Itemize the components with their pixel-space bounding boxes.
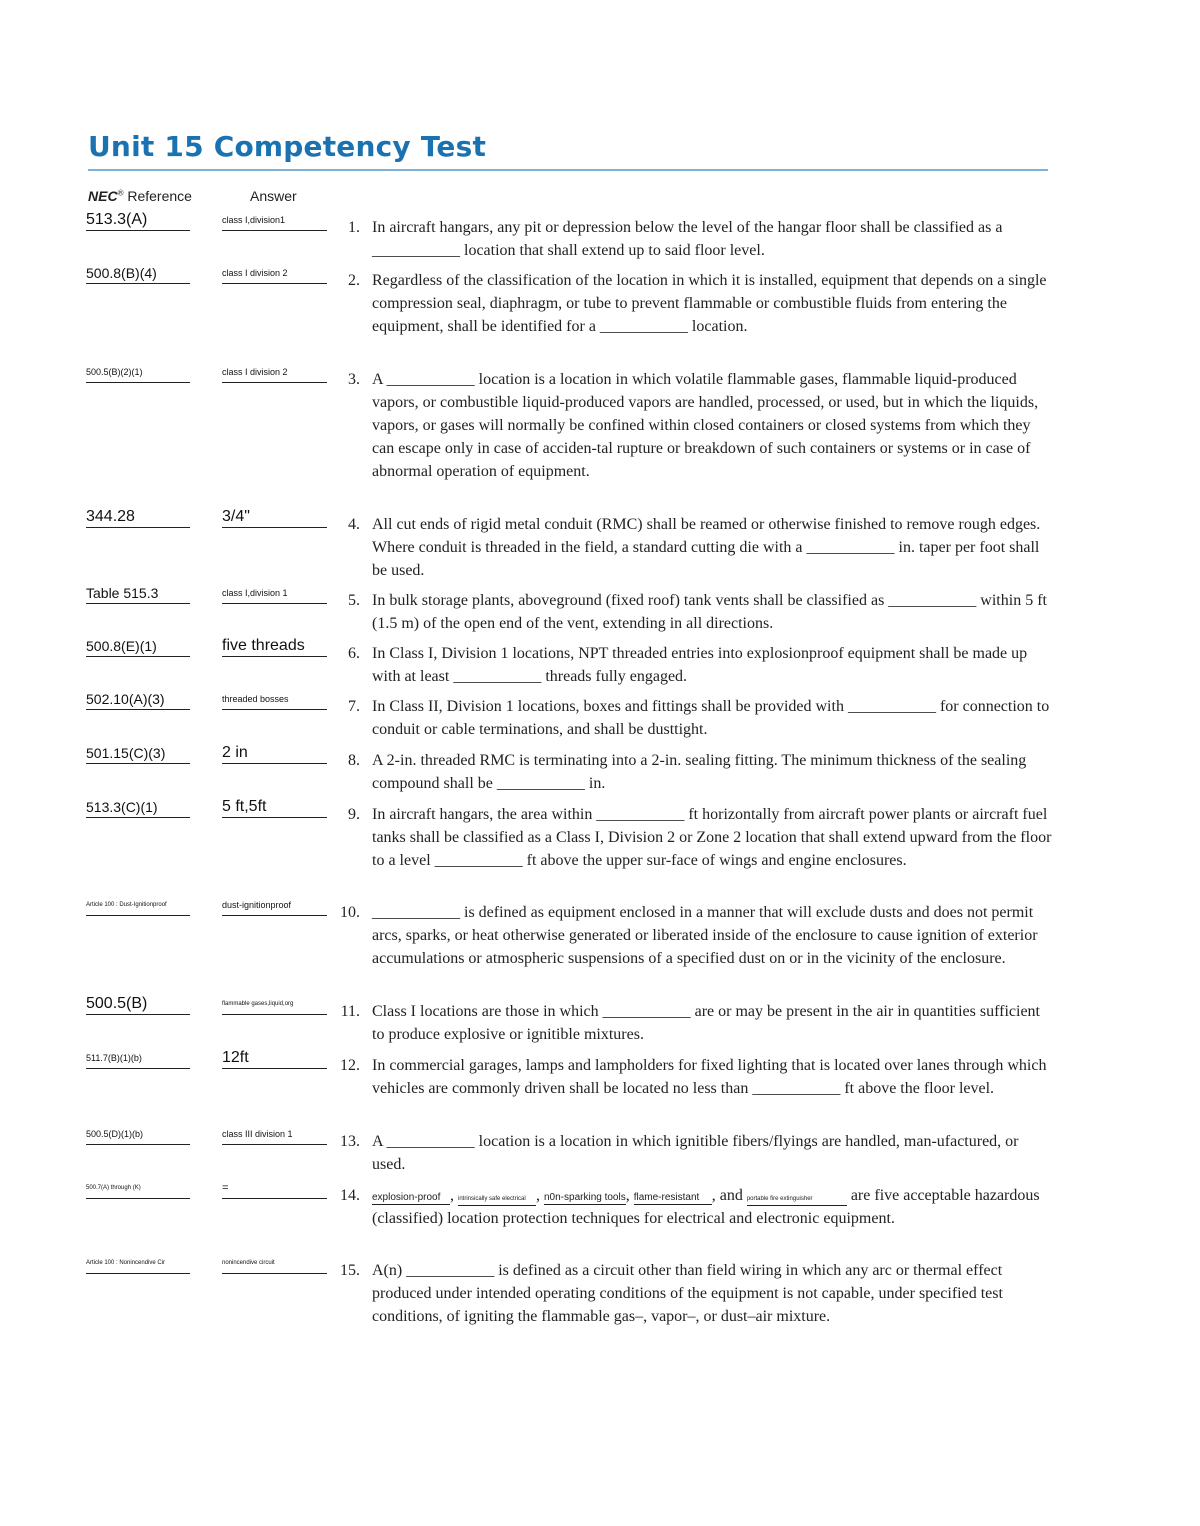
title-divider: [88, 169, 1048, 171]
question-number: 1.: [348, 219, 360, 236]
question-text: [372, 1184, 1052, 1230]
answer-field[interactable]: 5 ft,5ft: [222, 797, 327, 818]
answer-field[interactable]: 2 in: [222, 743, 327, 764]
answer-field[interactable]: class I division 2: [222, 362, 327, 383]
question-text-after: are five acceptable hazardous (classified) location protection techniques for electrical and electronic equipment.: [372, 1187, 1040, 1227]
question-number: 8.: [348, 752, 360, 769]
question-number: 12.: [340, 1057, 360, 1074]
separator: , and: [711, 1187, 743, 1204]
question-number: 14.: [340, 1187, 360, 1204]
question-text: In bulk storage plants, aboveground (fixed roof) tank vents shall be classified as ___________ within 5 ft (1.5 m) of the open end of the vent, extending in all directions.: [372, 592, 1047, 632]
answer-field[interactable]: nonincendive circuit: [222, 1253, 327, 1274]
reference-field[interactable]: 513.3(C)(1): [86, 797, 190, 818]
answer-field[interactable]: class III division 1: [222, 1124, 327, 1145]
reference-field[interactable]: 500.8(E)(1): [86, 636, 190, 657]
separator: ,: [536, 1187, 540, 1204]
question-text: A 2-in. threaded RMC is terminating into a 2-in. sealing fitting. The minimum thickness of the sealing compound shall be ___________ in.: [372, 752, 1027, 792]
registered-mark: ®: [117, 188, 124, 198]
question-number: 15.: [340, 1262, 360, 1279]
question-number: 10.: [340, 904, 360, 921]
question-number: 13.: [340, 1133, 360, 1150]
reference-field[interactable]: 513.3(A): [86, 210, 190, 231]
reference-field[interactable]: Table 515.3: [86, 583, 190, 604]
answer-blank[interactable]: portable fire extinguisher: [747, 1193, 847, 1206]
reference-field[interactable]: 502.10(A)(3): [86, 689, 190, 710]
question-text: In Class I, Division 1 locations, NPT threaded entries into explosionproof equipment shall be made up with at least ___________ threads fully engaged.: [372, 645, 1028, 685]
answer-field[interactable]: 12ft: [222, 1048, 327, 1069]
page-title: Unit 15 Competency Test: [88, 130, 487, 163]
question-number: 9.: [348, 806, 360, 823]
answer-field[interactable]: flammable gases,liquid,org: [222, 994, 327, 1015]
nec-reference-header: [88, 188, 192, 204]
question-text: Regardless of the classification of the location in which it is installed, equipment that depends on a single compression seal, diaphragm, or tube to prevent flammable or combustible fluids from entering the equipment, shall be identified for a ___________ location.: [372, 272, 1047, 335]
answer-field[interactable]: five threads: [222, 636, 327, 657]
question-number: 5.: [348, 592, 360, 609]
question-text: Class I locations are those in which ___________ are or may be present in the air in quantities sufficient to produce explosive or ignitible mixtures.: [372, 1003, 1040, 1043]
question-text: In aircraft hangars, the area within ___________ ft horizontally from aircraft power plants or aircraft fuel tanks shall be classified as a Class I, Division 2 or Zone 2 location that shall extend upward from the floor to a level ___________ ft above the upper sur-face of wings and engine enclosures.: [372, 806, 1052, 869]
answer-field[interactable]: class I division 2: [222, 263, 327, 284]
reference-field[interactable]: 501.15(C)(3): [86, 743, 190, 764]
question-text: A ___________ location is a location in which volatile flammable gases, flammable liquid-produced vapors, or combustible liquid-produced vapors are handled, processed, or used, but in which the liquids, vapors, or gases will normally be confined within closed containers or closed systems from which they can escape only in case of acciden-tal rupture or breakdown of such containers or systems or in case of abnormal operation of equipment.: [372, 371, 1039, 480]
answer-field[interactable]: class I,division1: [222, 210, 327, 231]
question-text: In commercial garages, lamps and lampholders for fixed lighting that is located over lanes through which vehicles are commonly driven shall be located no less than ___________ ft above the floor level.: [372, 1057, 1047, 1097]
reference-field[interactable]: 500.5(B)(2)(1): [86, 362, 190, 383]
nec-label: NEC: [88, 188, 118, 204]
question-number: 6.: [348, 645, 360, 662]
question-text: A(n) ___________ is defined as a circuit other than field wiring in which any arc or thermal effect produced under intended operating conditions of the equipment is not capable, under specified test conditions, of igniting the flammable gas–, vapor–, or dust–air mixture.: [372, 1262, 1003, 1325]
question-text: All cut ends of rigid metal conduit (RMC) shall be reamed or otherwise finished to remove rough edges. Where conduit is threaded in the field, a standard cutting die with a ___________ in. taper per foot shall be used.: [372, 516, 1041, 579]
answer-field[interactable]: 3/4": [222, 507, 327, 528]
answer-field[interactable]: dust-ignitionproof: [222, 895, 327, 916]
question-number: 2.: [348, 272, 360, 289]
answer-blank[interactable]: intrinsically safe electrical: [458, 1193, 536, 1206]
question-number: 7.: [348, 698, 360, 715]
reference-field[interactable]: Article 100 : Nonincendive Cir: [86, 1253, 190, 1274]
answer-blank[interactable]: n0n-sparking tools: [544, 1192, 626, 1203]
answer-field[interactable]: class I,division 1: [222, 583, 327, 604]
question-text: A ___________ location is a location in which ignitible fibers/flyings are handled, man-ufactured, or used.: [372, 1133, 1019, 1173]
answer-header: Answer: [250, 188, 297, 204]
question-text: ___________ is defined as equipment enclosed in a manner that will exclude dusts and does not permit arcs, sparks, or heat otherwise generated or liberated inside of the enclosure to cause ignition of exterior accumulations or atmospheric suspensions of a specified dust on or in the vicinity of the enclosure.: [372, 904, 1038, 967]
answer-blank[interactable]: flame-resistant: [634, 1192, 712, 1205]
answer-blank[interactable]: explosion-proof: [372, 1192, 450, 1205]
reference-field[interactable]: 500.5(D)(1)(b): [86, 1124, 190, 1145]
reference-label: Reference: [123, 188, 192, 204]
reference-field[interactable]: 511.7(B)(1)(b): [86, 1048, 190, 1069]
question-text: In Class II, Division 1 locations, boxes and fittings shall be provided with ___________ for connection to conduit or cable terminations, and shall be dusttight.: [372, 698, 1050, 738]
question-number: 11.: [340, 1003, 360, 1020]
answer-field[interactable]: threaded bosses: [222, 689, 327, 710]
answer-field[interactable]: =: [222, 1178, 327, 1199]
reference-field[interactable]: 344.28: [86, 507, 190, 528]
reference-field[interactable]: 500.5(B): [86, 994, 190, 1015]
separator: ,: [450, 1187, 454, 1204]
question-number: 3.: [348, 371, 360, 388]
reference-field[interactable]: Article 100 : Dust-Ignitionproof: [86, 895, 190, 916]
reference-field[interactable]: 500.8(B)(4): [86, 263, 190, 284]
question-number: 4.: [348, 516, 360, 533]
question-text: In aircraft hangars, any pit or depression below the level of the hangar floor shall be classified as a ___________ location that shall extend up to said floor level.: [372, 219, 1003, 259]
reference-field[interactable]: 500.7(A) through (K): [86, 1178, 190, 1199]
separator: ,: [625, 1187, 630, 1204]
